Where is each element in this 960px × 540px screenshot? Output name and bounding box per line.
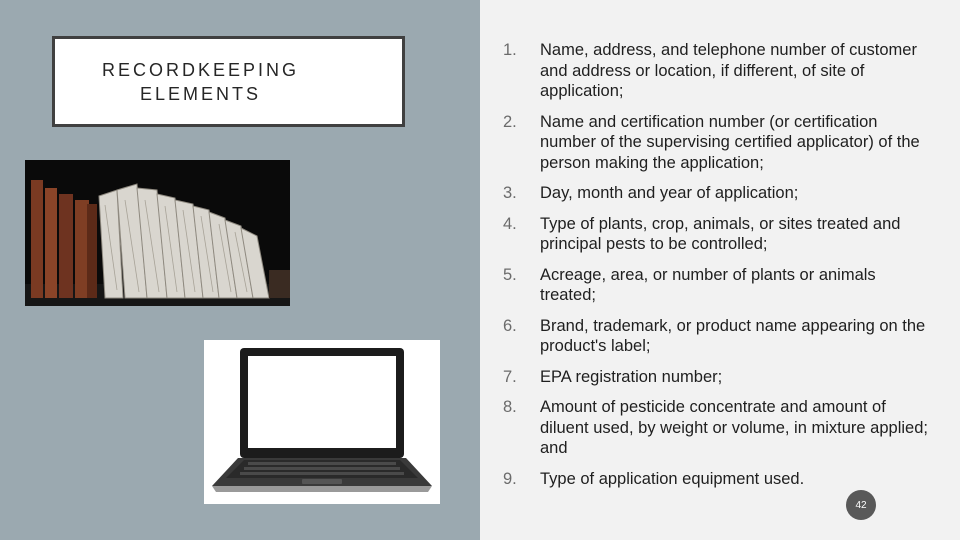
item-number: 9. (503, 469, 517, 488)
item-number: 3. (503, 184, 517, 202)
item-text: Type of plants, crop, animals, or sites treated and principal pests to be controlled; (540, 214, 901, 253)
item-number: 8. (503, 398, 517, 416)
item-number: 1. (503, 41, 517, 59)
item-number: 6. (503, 316, 517, 335)
item-number: 7. (503, 367, 517, 386)
list-item (503, 40, 933, 102)
item-text: Amount of pesticide concentrate and amount of diluent used, by weight or volume, in mixture applied; and (540, 398, 928, 457)
page-number-badge: 42 (846, 490, 876, 520)
item-text: Brand, trademark, or product name appearing on the product's label; (540, 316, 926, 355)
item-text: EPA registration number; (540, 367, 723, 386)
list-item (503, 214, 933, 255)
item-text: Name and certification number (or certification number of the supervising certified applicator) of the person making the application; (540, 112, 920, 172)
list-item (503, 183, 933, 204)
item-number: 4. (503, 214, 517, 233)
list-item (503, 469, 933, 490)
list-item (503, 367, 933, 388)
item-number: 5. (503, 265, 517, 284)
item-text: Day, month and year of application; (540, 184, 799, 202)
laptop-photo (204, 340, 440, 504)
item-number: 2. (503, 112, 517, 131)
item-text: Name, address, and telephone number of customer and address or location, if different, of site of application; (540, 41, 917, 100)
item-text: Type of application equipment used. (540, 469, 805, 488)
list-item (503, 316, 933, 357)
title-box (52, 36, 405, 127)
archive-files-photo (25, 160, 290, 306)
slide-title: RECORDKEEPING ELEMENTS (101, 59, 300, 104)
list-item (503, 397, 933, 459)
recordkeeping-list (503, 40, 933, 499)
list-item (503, 265, 933, 306)
list-item (503, 112, 933, 174)
item-text: Acreage, area, or number of plants or animals treated; (540, 265, 876, 304)
